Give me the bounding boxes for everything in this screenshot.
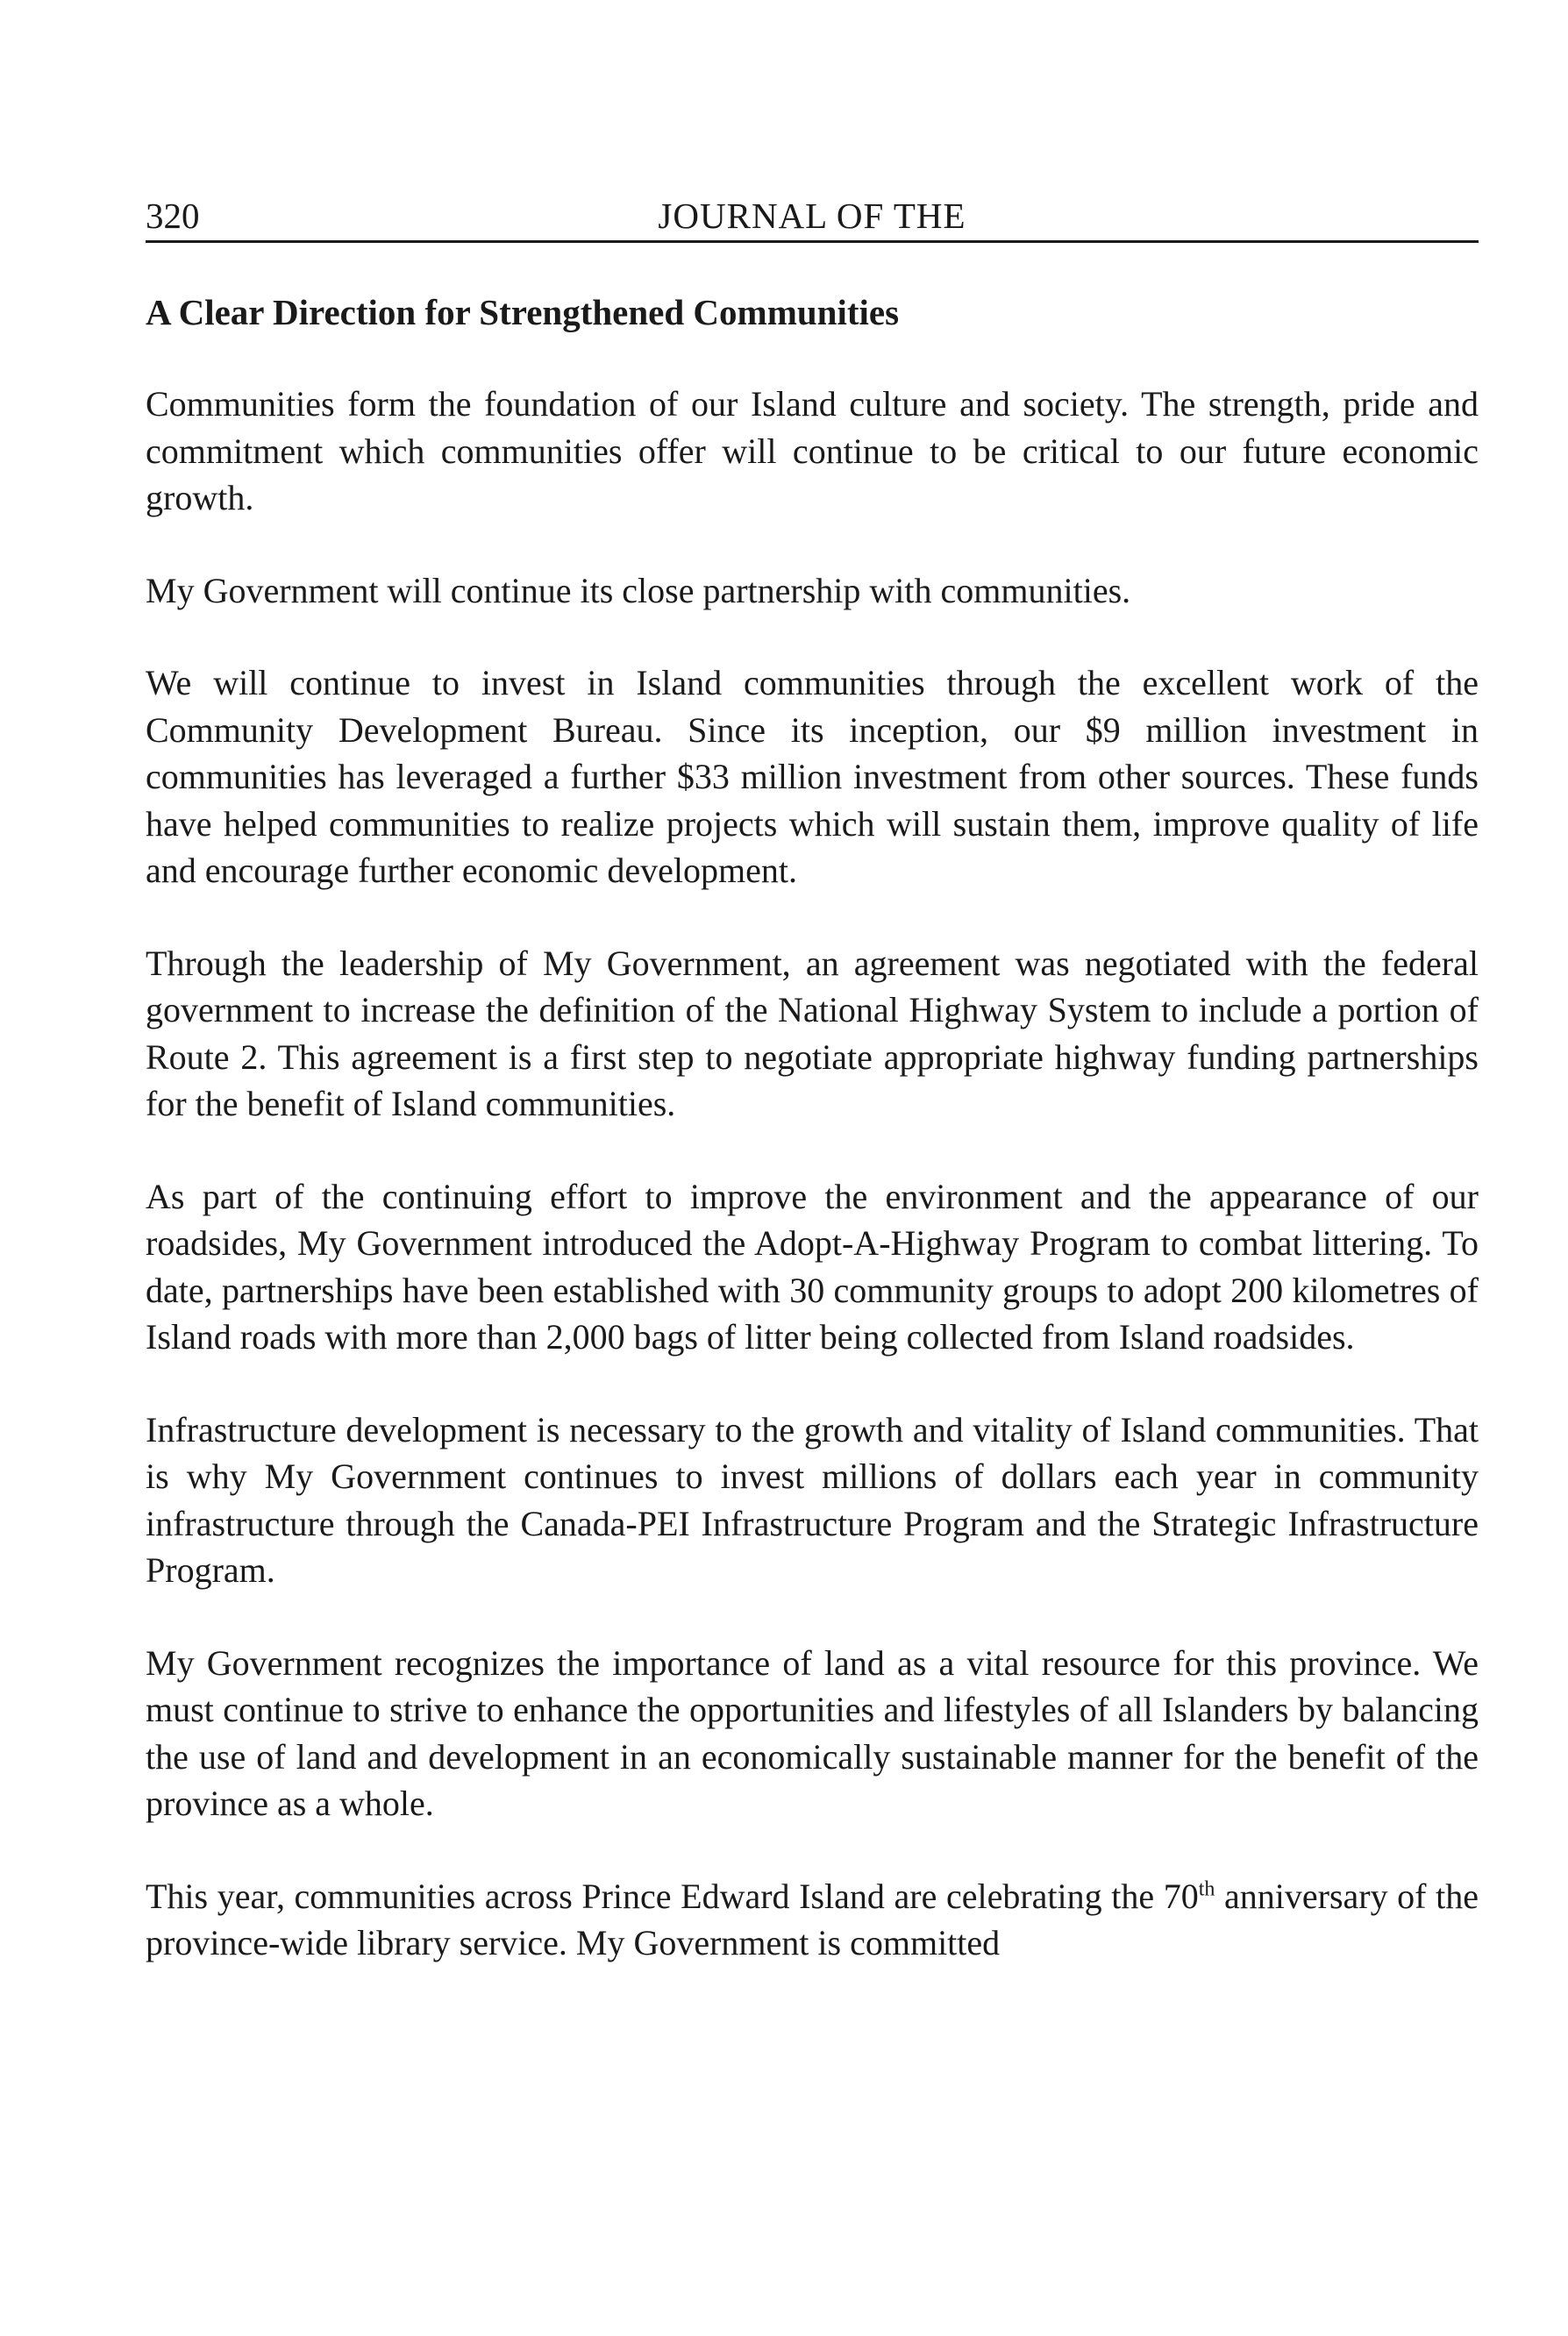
header-rule	[146, 240, 1479, 243]
ordinal-superscript: th	[1198, 1877, 1215, 1901]
paragraph-partnership: My Government will continue its close partnership with communities.	[146, 570, 1131, 610]
page-header	[146, 188, 1479, 240]
paragraph-adopt-a-highway: As part of the continuing effort to improve the environment and the appearance of our roadsides, My Government introduced the Adopt-A-Highway Program to combat littering. To date, partnerships have been established with 30 community groups to adopt 200 kilometres of Island roads with more than 2,000 bags of litter being collected from Island roadsides.	[146, 1176, 1479, 1357]
paragraph-library-anniversary	[146, 1873, 1479, 1967]
paragraph-national-highway-system: Through the leadership of My Government, an agreement was negotiated with the federal government to increase the definition of the National Highway System to include a portion of Route 2. This agreement is a first step to negotiate appropriate highway funding partnerships for the benefit of Island communities.	[146, 943, 1479, 1123]
page-body	[146, 289, 1479, 2012]
paragraph-land-resource: My Government recognizes the importance of land as a vital resource for this province. We must continue to strive to enhance the opportunities and lifestyles of all Islanders by balancing the use of land and development in an economically sustainable manner for the benefit of the province as a whole.	[146, 1642, 1479, 1823]
library-text-start: This year, communities across Prince Edward Island are celebrating the 70	[146, 1876, 1199, 1916]
paragraph-infrastructure: Infrastructure development is necessary to the growth and vitality of Island communities. That is why My Government continues to invest millions of dollars each year in community infrastructure through the Canada-PEI Infrastructure Program and the Strategic Infrastructure Program.	[146, 1409, 1479, 1590]
section-title: A Clear Direction for Strengthened Communities	[146, 292, 900, 332]
library-text-end: anniversary of the province-wide library service. My Government is committed	[146, 1876, 1479, 1962]
paragraph-communities-foundation: Communities form the foundation of our Island culture and society. The strength, pride and commitment which communities offer will continue to be critical to our future economic growth.	[146, 384, 1479, 517]
page-number: 320	[146, 196, 200, 236]
paragraph-community-development-bureau: We will continue to invest in Island communities through the excellent work of the Community Development Bureau. Since its inception, our $9 million investment in communities has leveraged a further $33 million investment from other sources. These funds have helped communities to realize projects which will sustain them, improve quality of life and encourage further economic development.	[146, 663, 1479, 890]
running-head: JOURNAL OF THE	[658, 196, 966, 236]
